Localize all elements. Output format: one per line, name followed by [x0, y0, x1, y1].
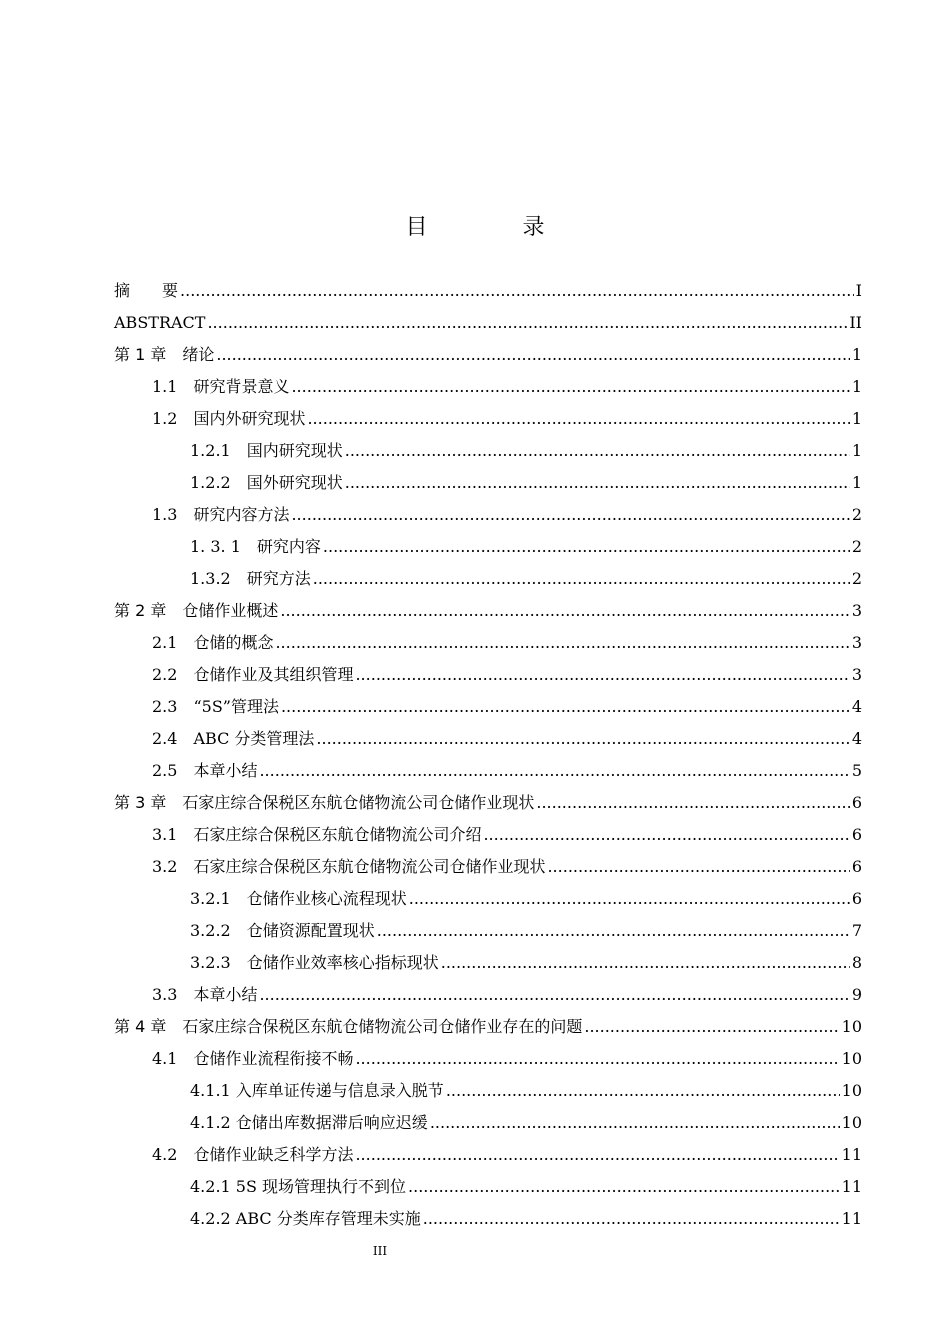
toc-entry[interactable] [114, 307, 862, 339]
toc-dot-leader [216, 339, 849, 371]
toc-entry-number: 1.2 [152, 409, 194, 428]
toc-entry-label: 国内研究现状 [246, 441, 343, 460]
toc-entry-page: 3 [851, 633, 862, 652]
toc-entry[interactable] [114, 691, 862, 723]
toc-entry-page: 11 [841, 1209, 862, 1228]
toc-dot-leader [355, 1139, 839, 1171]
toc-dot-leader [483, 819, 849, 851]
toc-entry[interactable] [114, 947, 862, 979]
toc-dot-leader [408, 1171, 840, 1203]
toc-dot-leader [275, 627, 849, 659]
toc-entry-label: 本章小结 [193, 985, 258, 1004]
toc-dot-leader [323, 531, 850, 563]
toc-entry-page: 11 [841, 1145, 862, 1164]
toc-entry-page: 5 [851, 761, 862, 780]
toc-entry-label: 国内外研究现状 [193, 409, 306, 428]
toc-entry[interactable] [114, 915, 862, 947]
toc-entry-page: 6 [851, 793, 862, 812]
toc-entry-page: 1 [851, 441, 862, 460]
toc-entry[interactable] [114, 755, 862, 787]
toc-entry-label: 研究方法 [246, 569, 311, 588]
toc-entry[interactable] [114, 1043, 862, 1075]
toc-entry[interactable] [114, 275, 862, 307]
toc-entry-number: 第 3 章 [114, 793, 183, 812]
table-of-contents [114, 275, 862, 1235]
toc-dot-leader [423, 1203, 840, 1235]
toc-entry[interactable] [114, 339, 862, 371]
toc-entry-page: 1 [851, 473, 862, 492]
toc-dot-leader [259, 755, 849, 787]
toc-entry-page: 6 [851, 857, 862, 876]
toc-entry-number: 4.1.1 [190, 1081, 236, 1100]
toc-dot-leader [281, 691, 850, 723]
toc-dot-leader [536, 787, 849, 819]
toc-title: 目 录 [405, 215, 589, 240]
toc-entry-number: 2.5 [152, 761, 194, 780]
toc-dot-leader [345, 467, 850, 499]
toc-entry-label: ABSTRACT [114, 313, 206, 332]
toc-entry-number: 1.1 [152, 377, 194, 396]
toc-entry-label: 分类库存管理未实施 [276, 1209, 421, 1228]
toc-entry-number: 3.2.3 [190, 953, 247, 972]
toc-entry[interactable] [114, 1171, 862, 1203]
toc-entry[interactable] [114, 659, 862, 691]
toc-entry-number: 3.2.2 [190, 921, 247, 940]
toc-entry-label: 仓储作业概述 [182, 601, 279, 620]
toc-entry[interactable] [114, 531, 862, 563]
toc-entry-number: 4.2.1 5S [190, 1177, 263, 1196]
toc-entry[interactable] [114, 563, 862, 595]
toc-dot-leader [377, 915, 850, 947]
toc-entry[interactable] [114, 1011, 862, 1043]
toc-entry[interactable] [114, 1139, 862, 1171]
toc-entry-number: 4.2.2 ABC [190, 1209, 277, 1228]
toc-entry-page: 8 [851, 953, 862, 972]
toc-entry-number: 3.2.1 [190, 889, 247, 908]
toc-entry[interactable] [114, 819, 862, 851]
toc-entry-page: 2 [851, 569, 862, 588]
toc-entry[interactable] [114, 595, 862, 627]
toc-entry-page: 6 [851, 825, 862, 844]
toc-entry-label: 仓储资源配置现状 [246, 921, 375, 940]
toc-entry-label: 石家庄综合保税区东航仓储物流公司仓储作业现状 [182, 793, 535, 812]
toc-entry-label: 研究内容方法 [193, 505, 290, 524]
toc-entry-label: 仓储的概念 [193, 633, 274, 652]
toc-entry-page: 10 [841, 1049, 862, 1068]
toc-dot-leader [430, 1107, 840, 1139]
toc-entry-label: “5S”管理法 [193, 697, 279, 716]
toc-dot-leader [316, 723, 849, 755]
toc-entry-label: 仓储作业核心流程现状 [246, 889, 407, 908]
toc-entry-page: 10 [841, 1081, 862, 1100]
toc-entry-page: I [855, 281, 862, 300]
toc-entry-label: 仓储作业及其组织管理 [193, 665, 354, 684]
toc-entry-number: 3.1 [152, 825, 194, 844]
toc-entry-number: 2.4 [152, 729, 194, 748]
toc-entry-number: 4.1.2 [190, 1113, 236, 1132]
toc-entry-number: 第 4 章 [114, 1017, 183, 1036]
toc-entry-number: 1.3.2 [190, 569, 247, 588]
toc-entry[interactable] [114, 499, 862, 531]
toc-entry-label: 研究内容 [256, 537, 321, 556]
toc-entry[interactable] [114, 403, 862, 435]
page-footer-number: III [372, 1244, 388, 1258]
toc-dot-leader [446, 1075, 840, 1107]
toc-entry-label: 国外研究现状 [246, 473, 343, 492]
toc-entry-number: 3.3 [152, 985, 194, 1004]
toc-entry[interactable] [114, 851, 862, 883]
toc-entry-number: 1. 3. 1 [190, 537, 257, 556]
toc-dot-leader [307, 403, 849, 435]
toc-entry-label: 仓储作业缺乏科学方法 [193, 1145, 354, 1164]
toc-dot-leader [313, 563, 850, 595]
toc-entry-label: 石家庄综合保税区东航仓储物流公司介绍 [193, 825, 482, 844]
toc-entry[interactable] [114, 1075, 862, 1107]
toc-entry[interactable] [114, 435, 862, 467]
toc-entry-number: 4.2 [152, 1145, 194, 1164]
toc-entry-label: ABC 分类管理法 [193, 729, 315, 748]
toc-dot-leader [291, 371, 849, 403]
toc-entry[interactable] [114, 787, 862, 819]
toc-entry-number: 第 1 章 [114, 345, 183, 364]
toc-entry-label: 绪论 [182, 345, 215, 364]
toc-dot-leader [280, 595, 849, 627]
toc-entry-page: 4 [851, 729, 862, 748]
toc-entry-number: 2.3 [152, 697, 194, 716]
toc-dot-leader [259, 979, 849, 1011]
toc-entry-page: 3 [851, 665, 862, 684]
toc-entry-number: 2.1 [152, 633, 194, 652]
toc-entry[interactable] [114, 1203, 862, 1235]
toc-entry-page: 4 [851, 697, 862, 716]
toc-dot-leader [547, 851, 849, 883]
toc-entry-label: 研究背景意义 [193, 377, 290, 396]
toc-entry[interactable] [114, 467, 862, 499]
toc-entry[interactable] [114, 979, 862, 1011]
toc-entry-page: II [849, 313, 862, 332]
toc-entry-label: 本章小结 [193, 761, 258, 780]
toc-entry-number: 1.2.2 [190, 473, 247, 492]
toc-entry[interactable] [114, 627, 862, 659]
toc-entry-number: 4.1 [152, 1049, 194, 1068]
toc-entry-page: 10 [841, 1113, 862, 1132]
toc-entry-label: 仓储作业流程衔接不畅 [193, 1049, 354, 1068]
toc-entry-number: 1.2.1 [190, 441, 247, 460]
toc-dot-leader [180, 275, 854, 307]
toc-entry-label: 仓储作业效率核心指标现状 [246, 953, 439, 972]
toc-entry-label: 入库单证传递与信息录入脱节 [235, 1081, 444, 1100]
toc-dot-leader [409, 883, 850, 915]
toc-entry-page: 1 [851, 345, 862, 364]
toc-entry-number: 摘 要 [114, 281, 179, 300]
toc-dot-leader [345, 435, 850, 467]
toc-entry[interactable] [114, 1107, 862, 1139]
toc-entry[interactable] [114, 371, 862, 403]
toc-dot-leader [207, 307, 847, 339]
toc-entry-page: 11 [841, 1177, 862, 1196]
toc-dot-leader [291, 499, 849, 531]
toc-entry-page: 10 [841, 1017, 862, 1036]
toc-entry-label: 仓储出库数据滞后响应迟缓 [235, 1113, 428, 1132]
toc-entry-page: 2 [851, 537, 862, 556]
toc-entry-label: 石家庄综合保税区东航仓储物流公司仓储作业现状 [193, 857, 546, 876]
toc-entry-label: 石家庄综合保税区东航仓储物流公司仓储作业存在的问题 [182, 1017, 583, 1036]
toc-dot-leader [441, 947, 850, 979]
toc-entry-page: 1 [851, 409, 862, 428]
toc-entry-number: 2.2 [152, 665, 194, 684]
toc-dot-leader [584, 1011, 839, 1043]
toc-entry-number: 第 2 章 [114, 601, 183, 620]
toc-entry-page: 6 [851, 889, 862, 908]
toc-dot-leader [355, 1043, 839, 1075]
toc-entry-page: 9 [851, 985, 862, 1004]
toc-entry-label: 现场管理执行不到位 [262, 1177, 407, 1196]
toc-entry-number: 3.2 [152, 857, 194, 876]
toc-entry-page: 2 [851, 505, 862, 524]
toc-dot-leader [355, 659, 849, 691]
toc-entry-page: 7 [851, 921, 862, 940]
toc-entry-page: 1 [851, 377, 862, 396]
toc-entry[interactable] [114, 883, 862, 915]
toc-entry[interactable] [114, 723, 862, 755]
toc-entry-page: 3 [851, 601, 862, 620]
toc-entry-number: 1.3 [152, 505, 194, 524]
